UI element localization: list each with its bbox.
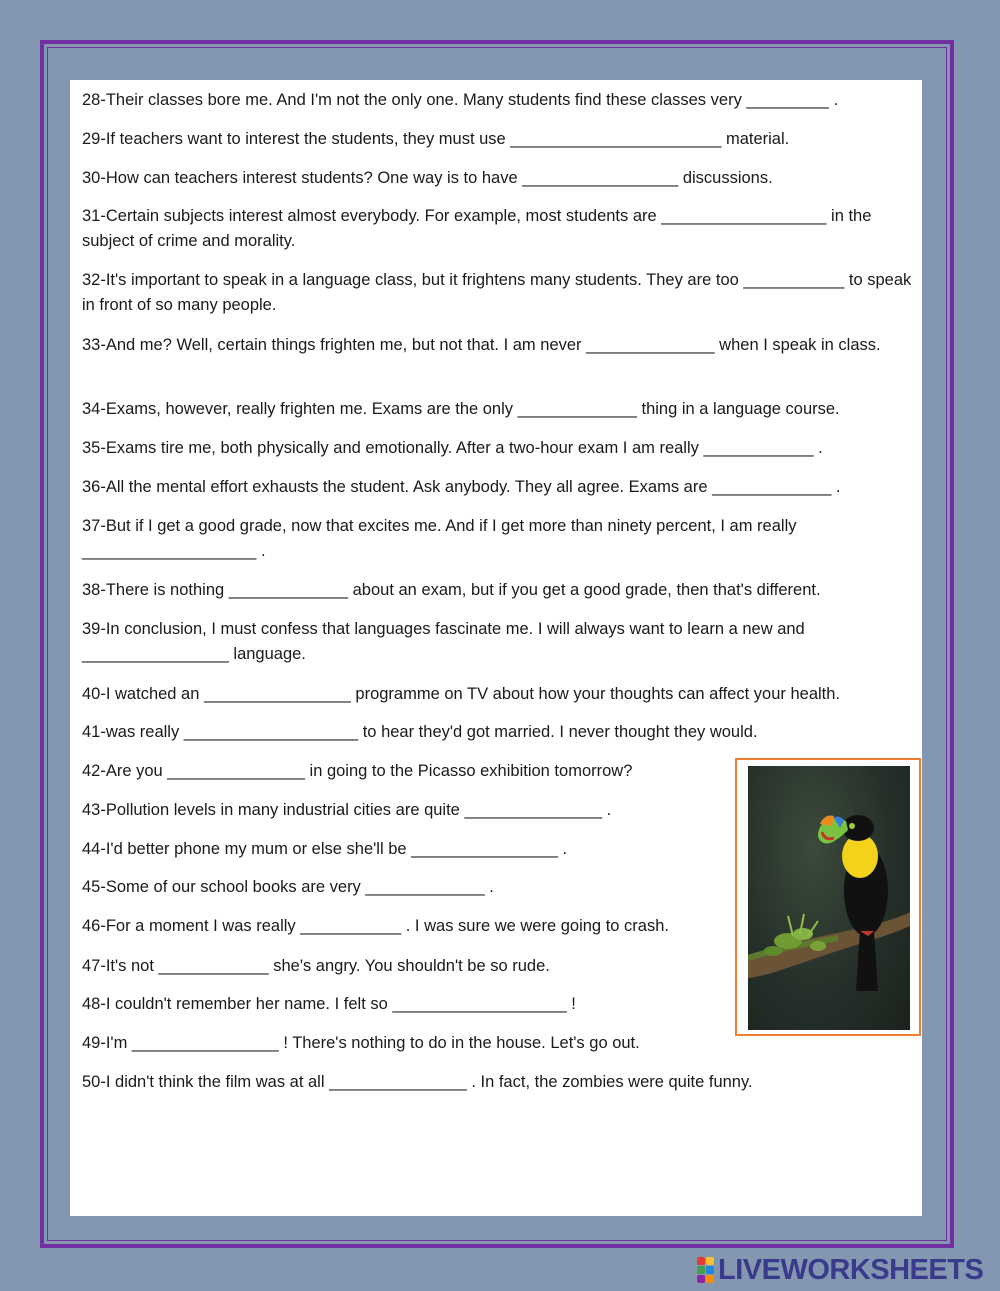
question-39: 39-In conclusion, I must confess that languages fascinate me. I will always want to learn a new and ________________ language.: [82, 620, 805, 663]
question-33: 33-And me? Well, certain things frighten me, but not that. I am never ______________ when I speak in class.: [82, 336, 881, 354]
question-50: 50-I didn't think the film was at all _______________ . In fact, the zombies were quite funny.: [82, 1073, 753, 1091]
toucan-photo: [748, 766, 910, 1030]
question-30: 30-How can teachers interest students? One way is to have _________________ discussions.: [82, 169, 773, 187]
toucan-photo-frame: [735, 758, 921, 1036]
question-37: 37-But if I get a good grade, now that excites me. And if I get more than ninety percent, I am really ___________________ .: [82, 517, 797, 560]
question-28: 28-Their classes bore me. And I'm not the only one. Many students find these classes very _________ .: [82, 91, 839, 109]
liveworksheets-logo-text: LIVEWORKSHEETS: [718, 1253, 984, 1286]
toucan-illustration: [748, 766, 910, 1030]
question-48: 48-I couldn't remember her name. I felt so ___________________ !: [82, 995, 576, 1013]
question-36: 36-All the mental effort exhausts the student. Ask anybody. They all agree. Exams are _____________ .: [82, 478, 841, 496]
question-38: 38-There is nothing _____________ about an exam, but if you get a good grade, then that's different.: [82, 581, 821, 599]
question-31: 31-Certain subjects interest almost everybody. For example, most students are __________________ in the subject of crime and morality.: [82, 207, 872, 250]
question-45: 45-Some of our school books are very _____________ .: [82, 878, 494, 896]
question-44: 44-I'd better phone my mum or else she'll be ________________ .: [82, 840, 568, 858]
question-29: 29-If teachers want to interest the students, they must use _______________________ material.: [82, 130, 790, 148]
question-34: 34-Exams, however, really frighten me. Exams are the only _____________ thing in a language course.: [82, 400, 840, 418]
worksheet-page: [70, 80, 922, 1216]
question-47: 47-It's not ____________ she's angry. You shouldn't be so rude.: [82, 957, 550, 975]
question-49: 49-I'm ________________ ! There's nothing to do in the house. Let's go out.: [82, 1034, 640, 1052]
question-40: 40-I watched an ________________ programme on TV about how your thoughts can affect your health.: [82, 685, 841, 703]
question-41: 41-was really ___________________ to hear they'd got married. I never thought they would.: [82, 723, 758, 741]
question-42: 42-Are you _______________ in going to the Picasso exhibition tomorrow?: [82, 762, 633, 780]
question-32: 32-It's important to speak in a language class, but it frightens many students. They are too ___________ to speak in front of so many people.: [82, 271, 912, 314]
liveworksheets-logo-icon: [697, 1257, 714, 1283]
question-35: 35-Exams tire me, both physically and emotionally. After a two-hour exam I am really ____________ .: [82, 439, 823, 457]
question-43: 43-Pollution levels in many industrial cities are quite _______________ .: [82, 801, 612, 819]
liveworksheets-brand: [697, 1255, 983, 1285]
question-46: 46-For a moment I was really ___________ . I was sure we were going to crash.: [82, 917, 669, 935]
